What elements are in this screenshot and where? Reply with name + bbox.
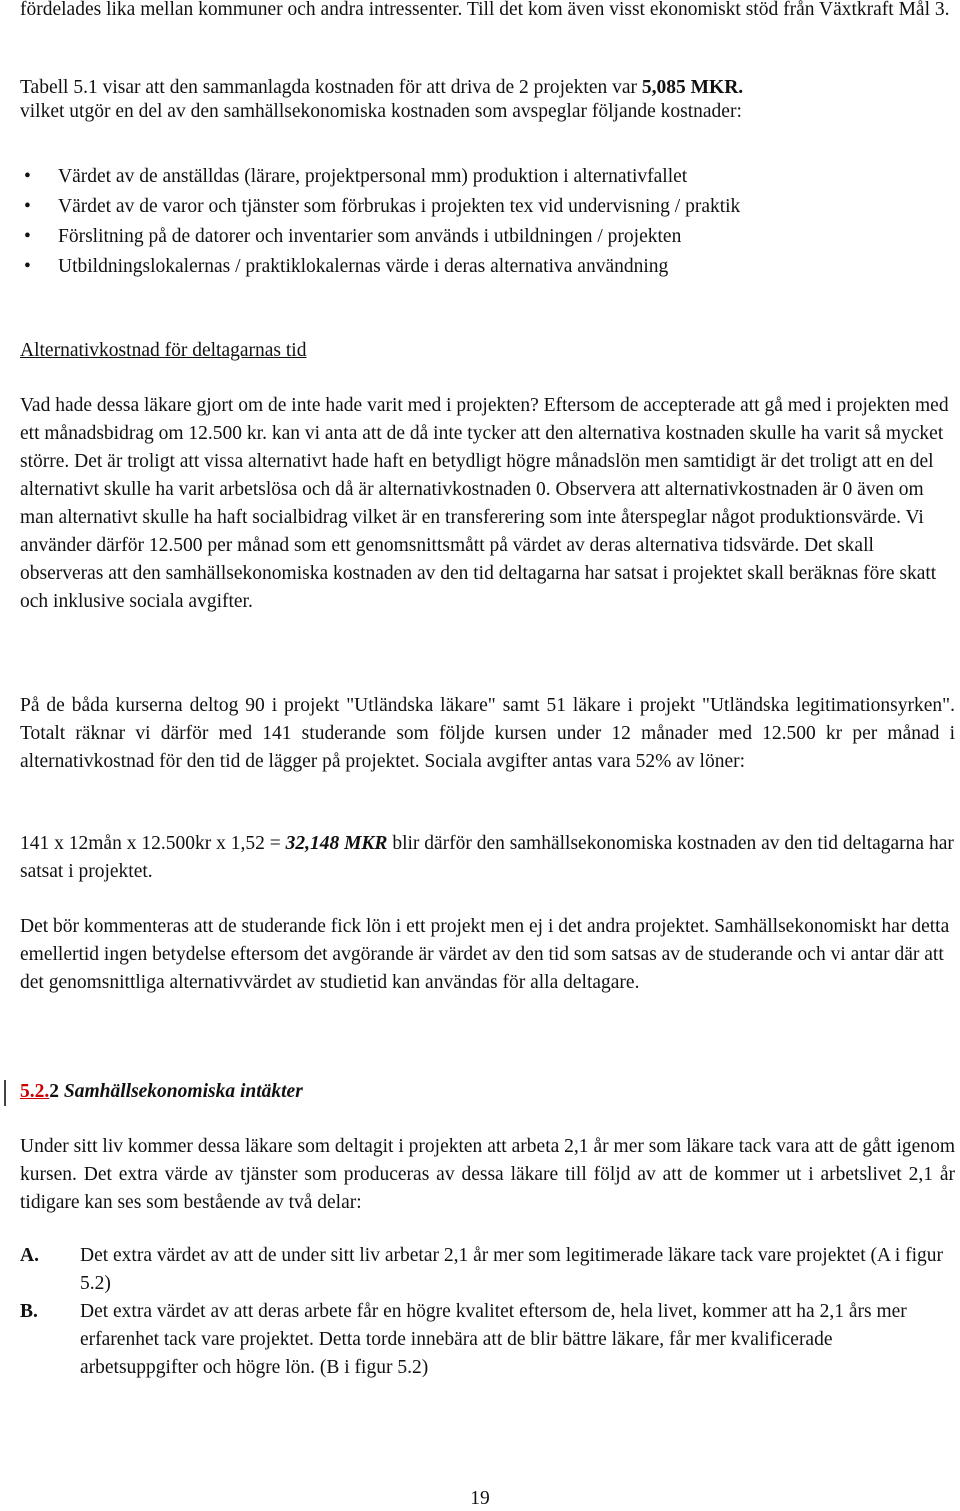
item-text: Det extra värdet av att deras arbete får en högre kvalitet eftersom de, hela livet, kommer att ha 2,1 års mer erfarenhet tack vare projektet. Detta torde innebära att de blir bättre läkare, får mer kvalificerade arbetsuppgifter och högre lön. (B i figur 5.2)	[80, 1301, 907, 1378]
total-cost-value: 5,085 MKR.	[641, 77, 744, 98]
participants-paragraph: På de båda kurserna deltog 90 i projekt "Utländska läkare" samt 51 läkare i projekt "Utländska legitimationsyrken". Totalt räknar vi därför med 141 studerande som följde kursen under 12 månader med 12.500 kr per månad i alternativkostnad för den tid de lägger på projektet. Sociala avgifter antas vara 52% av löner:	[20, 695, 955, 772]
list-item	[20, 252, 955, 282]
lettered-list	[20, 1242, 955, 1382]
calculation-result: 32,148 MKR	[285, 833, 388, 854]
calculation-paragraph	[20, 830, 955, 886]
list-item	[20, 1298, 955, 1382]
bullet-icon: •	[24, 256, 31, 277]
item-letter: A.	[20, 1245, 39, 1266]
section-title-alternativkostnad: Alternativkostnad för deltagarnas tid	[20, 340, 307, 361]
section-heading-5-2-2	[20, 1077, 303, 1107]
comment-paragraph: Det bör kommenteras att de studerande fick lön i ett projekt men ej i det andra projektet. Samhällsekonomiskt har detta emellertid ingen betydelse eftersom det avgörande är värdet av den tid som satsas av de studerande och vi antar där att det genomsnittliga alternativvärdet av studietid kan användas för alla deltagare.	[20, 916, 950, 993]
calculation-formula: 141 x 12mån x 12.500kr x 1,52 =	[20, 833, 286, 854]
item-letter: B.	[20, 1301, 38, 1322]
heading-number-revised: 5.2.	[20, 1081, 50, 1102]
list-item-text: Förslitning på de datorer och inventarier som används i utbildningen / projekten	[58, 226, 682, 247]
list-item-text: Värdet av de anställdas (lärare, projektpersonal mm) produktion i alternativfallet	[58, 166, 688, 187]
list-item-text: Värdet av de varor och tjänster som förbrukas i projekten tex vid undervisning / praktik	[58, 196, 741, 217]
income-paragraph: Under sitt liv kommer dessa läkare som deltagit i projekten att arbeta 2,1 år mer som läkare tack vara att de gått igenom kursen. Det extra värde av tjänster som produceras av dessa läkare till följd av att de kommer ut i arbetslivet 2,1 år tidigare kan ses som bestående av två delar:	[20, 1136, 955, 1213]
change-bar	[4, 1080, 6, 1106]
intro-paragraph: fördelades lika mellan kommuner och andra intressenter. Till det kom även visst ekonomiskt stöd från Växtkraft Mål 3.	[20, 0, 950, 20]
list-item	[20, 222, 955, 252]
bullet-icon: •	[24, 166, 31, 187]
list-item	[20, 162, 955, 192]
list-item	[20, 1242, 955, 1298]
bullet-icon: •	[24, 226, 31, 247]
heading-number: 2	[49, 1081, 59, 1102]
list-item	[20, 192, 955, 222]
bullet-icon: •	[24, 196, 31, 217]
calculation-text: blir därför den samhällsekonomiska kostnaden av den tid deltagarna har satsat i projektet.	[20, 833, 954, 882]
table-reference-text: Tabell 5.1 visar att den sammanlagda kostnaden för att driva de 2 projekten var	[20, 77, 642, 98]
cost-bullet-list	[20, 162, 955, 282]
heading-title: Samhällsekonomiska intäkter	[59, 1081, 303, 1102]
list-item-text: Utbildningslokalernas / praktiklokalernas värde i deras alternativa användning	[58, 256, 669, 277]
item-text: Det extra värdet av att de under sitt liv arbetar 2,1 år mer som legitimerade läkare tack vare projektet (A i figur 5.2)	[80, 1245, 944, 1294]
page-number: 19	[470, 1488, 490, 1509]
alternativkostnad-paragraph: Vad hade dessa läkare gjort om de inte hade varit med i projekten? Eftersom de accepterade att gå med i projekten med ett månadsbidrag om 12.500 kr. kan vi anta att de då inte tycker att den alternativa kostnaden skulle ha varit så mycket större. Det är troligt att vissa alternativt hade haft en betydligt högre månadslön men samtidigt är det troligt att en del alternativt skulle ha varit arbetslösa och då är alternativkostnaden 0. Observera att alternativkostnaden är 0 även om man alternativt skulle ha haft socialbidrag vilket är en transferering som inte återspeglar något produktionsvärde. Vi använder därför 12.500 per månad som ett genomsnittsmått på värdet av deras alternativa tidsvärde. Det skall observeras att den samhällsekonomiska kostnaden av den tid deltagarna har satsat i projektet skall beräknas före skatt och inklusive sociala avgifter.	[20, 395, 949, 612]
cost-lead-paragraph: vilket utgör en del av den samhällsekonomiska kostnaden som avspeglar följande kostnader:	[20, 101, 742, 122]
